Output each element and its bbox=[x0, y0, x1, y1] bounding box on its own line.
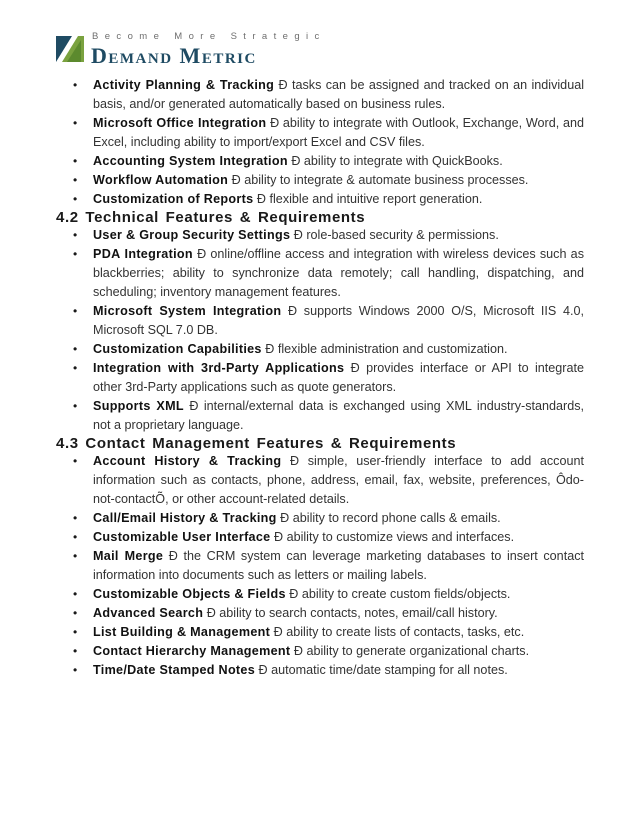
section-heading-technical: 4.2 Technical Features & Requirements bbox=[56, 209, 366, 226]
document-body bbox=[56, 76, 584, 680]
bullet-icon: • bbox=[73, 116, 78, 130]
list-item: • Customization of Reports Ð flexible and intuitive report generation. bbox=[56, 190, 584, 209]
list-item: • Account History & Tracking Ð simple, user-friendly interface to add account information such as contacts, phone, address, email, fax, website, preferences, Ôdo-not-contactÕ, or other account-related details. bbox=[73, 454, 584, 506]
list-item: • Customizable User Interface Ð ability to customize views and interfaces. bbox=[56, 528, 584, 547]
logo-brand-name: Demand Metric bbox=[91, 43, 257, 68]
bullet-icon: • bbox=[73, 644, 78, 658]
intro-feature-list bbox=[56, 76, 584, 209]
bullet-icon: • bbox=[73, 154, 78, 168]
bullet-icon: • bbox=[73, 549, 78, 563]
list-item: • Supports XML Ð internal/external data is exchanged using XML industry-standards, not a proprietary language. bbox=[73, 399, 584, 432]
bullet-icon: • bbox=[73, 587, 78, 601]
list-item: • Activity Planning & Tracking Ð tasks can be assigned and tracked on an individual basis, and/or generated automatically based on business rules. bbox=[73, 78, 584, 111]
list-item: • Microsoft Office Integration Ð ability to integrate with Outlook, Exchange, Word, and Excel, including ability to import/export Excel and CSV files. bbox=[73, 116, 585, 149]
list-item: • User & Group Security Settings Ð role-based security & permissions. bbox=[56, 226, 584, 245]
bullet-icon: • bbox=[73, 228, 78, 242]
bullet-icon: • bbox=[73, 247, 78, 261]
document-header bbox=[56, 30, 376, 70]
list-item: • PDA Integration Ð online/offline access and integration with wireless devices such as blackberries; ability to synchronize data remotely; call handling, dispatching, and scheduling; inventory management features. bbox=[73, 247, 584, 299]
list-item: • Microsoft System Integration Ð supports Windows 2000 O/S, Microsoft IIS 4.0, Microsoft SQL 7.0 DB. bbox=[73, 304, 584, 337]
list-item: • Advanced Search Ð ability to search contacts, notes, email/call history. bbox=[56, 604, 584, 623]
demand-metric-logo-icon bbox=[56, 34, 86, 64]
bullet-icon: • bbox=[73, 454, 78, 468]
logo-tagline: Become More Strategic bbox=[92, 31, 326, 42]
bullet-icon: • bbox=[73, 78, 78, 92]
list-item: • Accounting System Integration Ð ability to integrate with QuickBooks. bbox=[56, 152, 584, 171]
technical-feature-list bbox=[56, 226, 584, 435]
section-heading-contact: 4.3 Contact Management Features & Requirements bbox=[56, 435, 457, 452]
list-item: • Contact Hierarchy Management Ð ability to generate organizational charts. bbox=[56, 642, 584, 661]
list-item: • Customization Capabilities Ð flexible administration and customization. bbox=[56, 340, 584, 359]
list-item: • List Building & Management Ð ability to create lists of contacts, tasks, etc. bbox=[56, 623, 584, 642]
contact-feature-list bbox=[56, 452, 584, 680]
bullet-icon: • bbox=[73, 530, 78, 544]
list-item: • Workflow Automation Ð ability to integrate & automate business processes. bbox=[56, 171, 584, 190]
bullet-icon: • bbox=[73, 606, 78, 620]
bullet-icon: • bbox=[73, 173, 78, 187]
bullet-icon: • bbox=[73, 361, 78, 375]
bullet-icon: • bbox=[73, 511, 78, 525]
list-item: • Integration with 3rd-Party Applications Ð provides interface or API to integrate other 3rd-Party applications such as quote generators. bbox=[73, 361, 584, 394]
bullet-icon: • bbox=[73, 399, 78, 413]
list-item: • Customizable Objects & Fields Ð ability to create custom fields/objects. bbox=[56, 585, 584, 604]
bullet-icon: • bbox=[73, 663, 78, 677]
list-item: • Call/Email History & Tracking Ð ability to record phone calls & emails. bbox=[56, 509, 584, 528]
bullet-icon: • bbox=[73, 342, 78, 356]
bullet-icon: • bbox=[73, 625, 78, 639]
bullet-icon: • bbox=[73, 192, 78, 206]
bullet-icon: • bbox=[73, 304, 78, 318]
list-item: • Time/Date Stamped Notes Ð automatic time/date stamping for all notes. bbox=[56, 661, 584, 680]
list-item: • Mail Merge Ð the CRM system can leverage marketing databases to insert contact information into documents such as letters or mailing labels. bbox=[73, 549, 584, 582]
